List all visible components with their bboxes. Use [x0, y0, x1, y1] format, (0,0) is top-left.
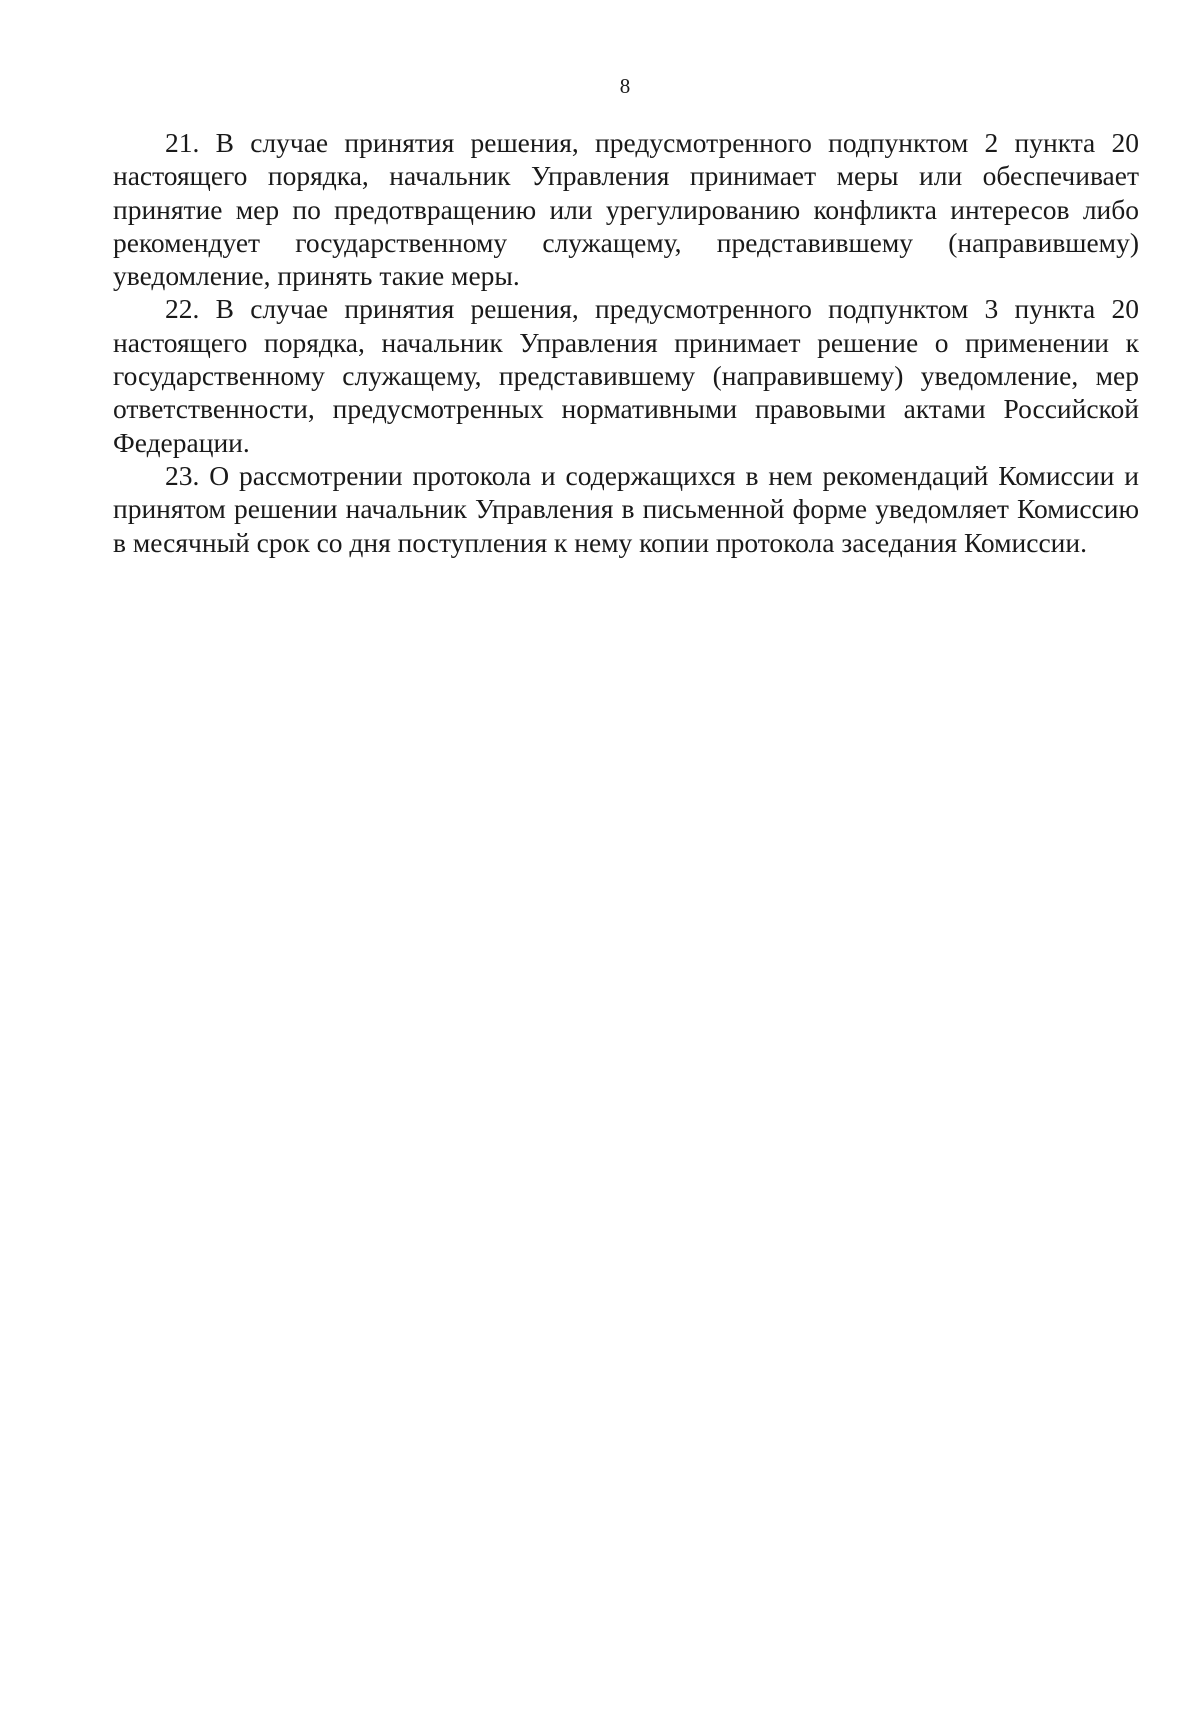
- paragraph-22: 22. В случае принятия решения, предусмотренного подпунктом 3 пункта 20 настоящего порядка, начальник Управления принимает решение о применении к государственному служащему, представившему (направившему) уведомление, мер ответственности, предусмотренных нормативными правовыми актами Российской Федерации.: [113, 293, 1139, 458]
- document-body: [113, 126, 1139, 559]
- paragraph-21: 21. В случае принятия решения, предусмотренного подпунктом 2 пункта 20 настоящего порядка, начальник Управления принимает меры или обеспечивает принятие мер по предотвращению или урегулированию конфликта интересов либо рекомендует государственному служащему, представившему (направившему) уведомление, принять такие меры.: [113, 127, 1139, 292]
- paragraph-23: 23. О рассмотрении протокола и содержащихся в нем рекомендаций Комиссии и принятом решении начальник Управления в письменной форме уведомляет Комиссию в месячный срок со дня поступления к нему копии протокола заседания Комиссии.: [113, 459, 1139, 558]
- page-number: 8: [619, 74, 631, 98]
